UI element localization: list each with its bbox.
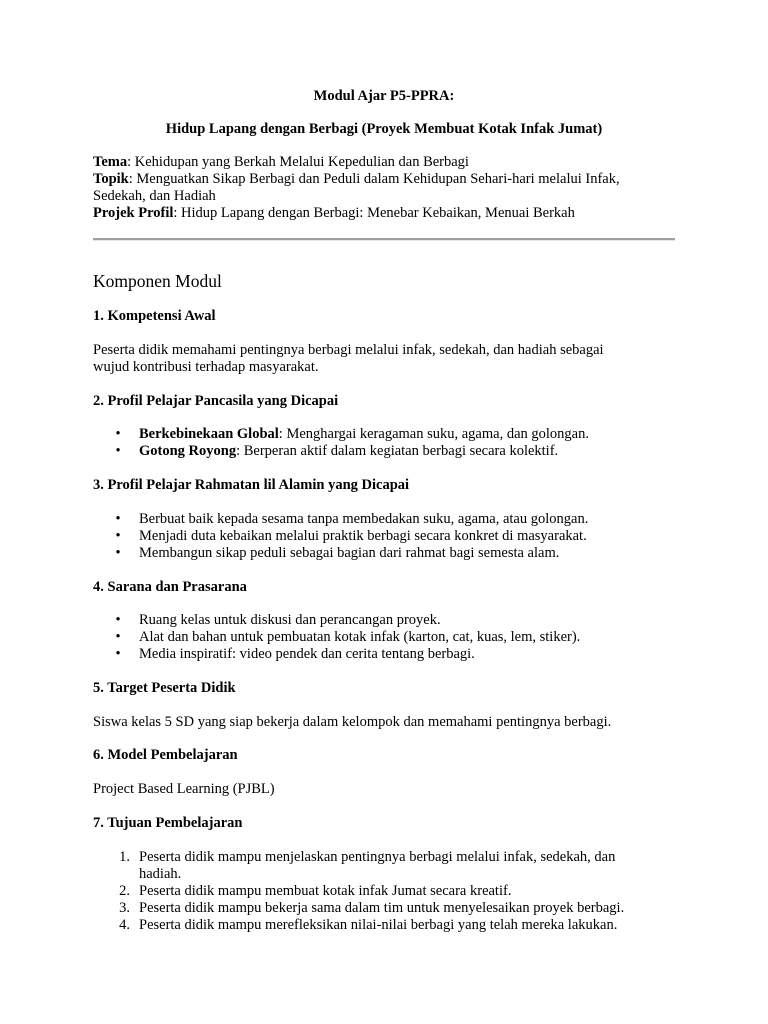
paragraph-model: Project Based Learning (PJBL): [93, 781, 275, 797]
item-label: Gotong Royong: [139, 443, 237, 459]
tema-label: Tema: [93, 154, 128, 170]
list-item: 2. Peserta didik mampu membuat kotak infak Jumat secara kreatif.: [0, 883, 768, 900]
horizontal-rule: [93, 238, 675, 241]
item-number: 3.: [119, 900, 130, 916]
list-item: • Alat dan bahan untuk pembuatan kotak infak (karton, cat, kuas, lem, stiker).: [0, 629, 768, 646]
document-subtitle: Hidup Lapang dengan Berbagi (Proyek Membuat Kotak Infak Jumat): [165, 121, 603, 137]
paragraph-kompetensi-awal-cont: wujud kontribusi terhadap masyarakat.: [93, 359, 319, 375]
section-heading-komponen: Komponen Modul: [93, 271, 222, 291]
bullet-icon: •: [115, 629, 121, 645]
list-item: • Membangun sikap peduli sebagai bagian dari rahmat bagi semesta alam.: [0, 545, 768, 562]
bullet-icon: •: [115, 528, 121, 544]
list-item: • Media inspiratif: video pendek dan cerita tentang berbagi.: [0, 646, 768, 663]
list-item: • Berbuat baik kepada sesama tanpa membedakan suku, agama, atau golongan.: [0, 511, 768, 528]
projek-value: : Hidup Lapang dengan Berbagi: Menebar Kebaikan, Menuai Berkah: [173, 205, 575, 221]
topik-value: : Menguatkan Sikap Berbagi dan Peduli dalam Kehidupan Sehari-hari melalui Infak,: [128, 171, 620, 187]
heading-tujuan: 7. Tujuan Pembelajaran: [93, 815, 243, 831]
tema-value: : Kehidupan yang Berkah Melalui Kepedulian dan Berbagi: [127, 154, 469, 170]
heading-model: 6. Model Pembelajaran: [93, 747, 238, 763]
paragraph-target: Siswa kelas 5 SD yang siap bekerja dalam kelompok dan memahami pentingnya berbagi.: [93, 714, 612, 730]
paragraph-kompetensi-awal: Peserta didik memahami pentingnya berbagi melalui infak, sedekah, dan hadiah sebagai: [93, 342, 604, 358]
list-item: • Ruang kelas untuk diskusi dan perancangan proyek.: [0, 612, 768, 629]
list-item: 4. Peserta didik mampu merefleksikan nilai-nilai berbagi yang telah mereka lakukan.: [0, 917, 768, 934]
list-item: 3. Peserta didik mampu bekerja sama dalam tim untuk menyelesaikan proyek berbagi.: [0, 900, 768, 917]
heading-sarana: 4. Sarana dan Prasarana: [93, 579, 247, 595]
list-item: • Berkebinekaan Global: Menghargai keragaman suku, agama, dan golongan.: [0, 426, 768, 443]
meta-projek: [93, 205, 575, 222]
meta-tema: [93, 154, 469, 171]
document-title: Modul Ajar P5-PPRA:: [313, 88, 455, 104]
item-number: 1.: [119, 849, 130, 865]
meta-topik-continued: Sedekah, dan Hadiah: [93, 188, 216, 204]
bullet-icon: •: [115, 612, 121, 628]
item-number: 4.: [119, 917, 130, 933]
item-label: Berkebinekaan Global: [139, 426, 279, 442]
bullet-icon: •: [115, 511, 121, 527]
meta-topik: [93, 171, 620, 188]
list-item: • Menjadi duta kebaikan melalui praktik berbagi secara konkret di masyarakat.: [0, 528, 768, 545]
bullet-icon: •: [115, 646, 121, 662]
heading-profil-rahmatan: 3. Profil Pelajar Rahmatan lil Alamin yang Dicapai: [93, 477, 410, 493]
bullet-icon: •: [115, 545, 121, 561]
heading-kompetensi-awal: 1. Kompetensi Awal: [93, 308, 216, 324]
heading-profil-pancasila: 2. Profil Pelajar Pancasila yang Dicapai: [93, 393, 339, 409]
list-item: • Gotong Royong: Berperan aktif dalam kegiatan berbagi secara kolektif.: [0, 443, 768, 460]
list-item-continued: hadiah.: [139, 866, 182, 882]
list-item: 1. Peserta didik mampu menjelaskan pentingnya berbagi melalui infak, sedekah, dan: [0, 849, 768, 866]
topik-label: Topik: [93, 171, 129, 187]
heading-target: 5. Target Peserta Didik: [93, 680, 236, 696]
item-number: 2.: [119, 883, 130, 899]
bullet-icon: •: [115, 426, 121, 442]
bullet-icon: •: [115, 443, 121, 459]
projek-label: Projek Profil: [93, 205, 174, 221]
